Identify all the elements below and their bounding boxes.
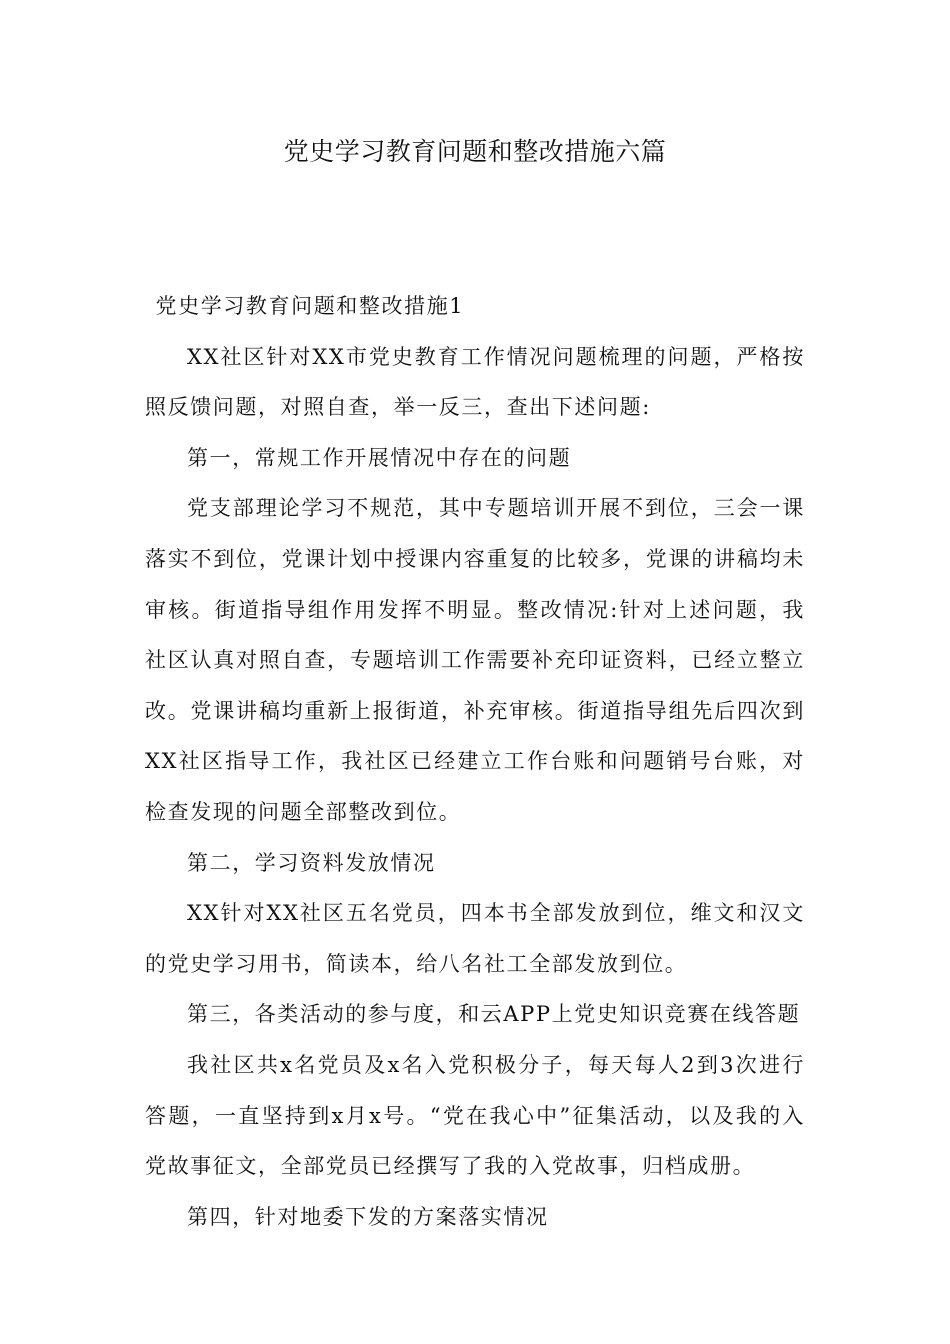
paragraph: XX针对XX社区五名党员，四本书全部发放到位，维文和汉文的党史学习用书，简读本，给八名社工全部发放到位。 — [145, 901, 805, 976]
subheading: 第三，各类活动的参与度，和云APP上党史知识竞赛在线答题 — [187, 1002, 801, 1027]
paragraph: 党支部理论学习不规范，其中专题培训开展不到位，三会一课落实不到位，党课计划中授课内容重复的比较多，党课的讲稿均未审核。街道指导组作用发挥不明显。整改情况:针对上述问题，我社区认真对照自查，专题培训工作需要补充印证资料，已经立整立改。党课讲稿均重新上报街道，补充审核。街道指导组先后四次到XX社区指导工作，我社区已经建立工作台账和问题销号台账，对检查发现的问题全部整改到位。 — [145, 496, 805, 824]
subheading: 第四，针对地委下发的方案落实情况 — [187, 1204, 549, 1229]
section-heading: 党史学习教育问题和整改措施1 — [155, 294, 465, 318]
document-body — [145, 281, 805, 1242]
document-title: 党史学习教育问题和整改措施六篇 — [283, 137, 667, 166]
subheading: 第二，学习资料发放情况 — [187, 850, 436, 875]
subheading: 第一，常规工作开展情况中存在的问题 — [187, 445, 572, 470]
paragraph: XX社区针对XX市党史教育工作情况问题梳理的问题，严格按照反馈问题，对照自查，举一反三，查出下述问题: — [145, 344, 805, 420]
paragraph: 我社区共x名党员及x名入党积极分子，每天每人2到3次进行答题，一直坚持到x月x号。“党在我心中”征集活动，以及我的入党故事征文，全部党员已经撰写了我的入党故事，归档成册。 — [145, 1052, 805, 1179]
